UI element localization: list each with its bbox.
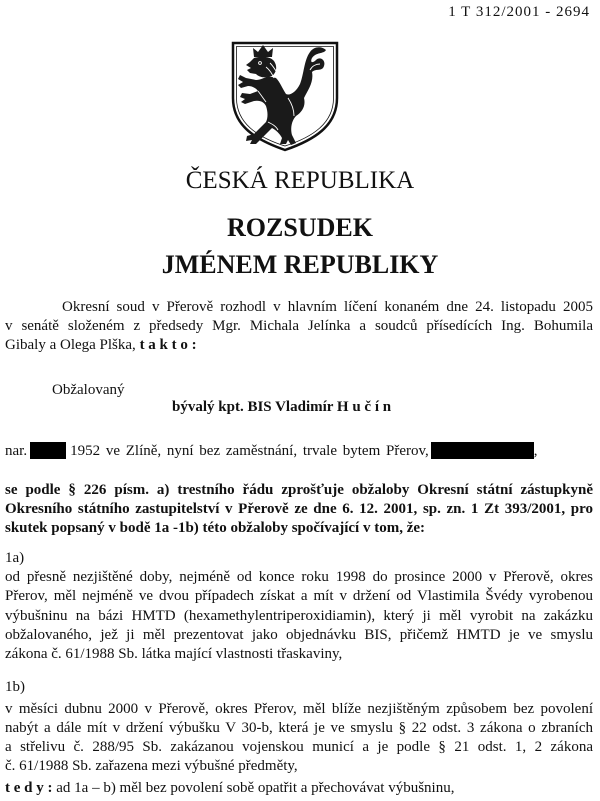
acquittal-line-1: se podle § 226 písm. a) trestního řádu zprošťuje obžaloby Okresní státní zástupkyně xyxy=(5,482,593,498)
charge-1b-line-3: a střelivu č. 288/95 Sb. zakázanou vojenskou municí a je podle § 21 odst. 1, 2 zákona xyxy=(5,739,593,755)
charge-label-1b: 1b) xyxy=(5,679,25,695)
charge-1a-line-5: zákona č. 61/1988 Sb. látka mající vlastnosti třaskaviny, xyxy=(5,646,343,662)
intro-line-2: v senátě složeném z předsedy Mgr. Michala Jelínka a soudců přísedících Ing. Bohumila xyxy=(5,318,593,334)
document-title: ROZSUDEK xyxy=(227,213,373,242)
intro-line-text: Gibaly a Olega Plška, xyxy=(5,337,136,353)
birth-details: 1952 ve Zlíně, nyní bez zaměstnání, trvale bytem Přerov, xyxy=(70,443,429,459)
acquittal-line-2: Okresního státního zastupitelství v Přerově ze dne 6. 12. 2001, sp. zn. 1 Zt 393/2001, pro xyxy=(5,501,593,517)
birth-suffix: , xyxy=(533,443,538,459)
charge-1b-line-1: v měsíci dubnu 2000 v Přerově, okres Přerov, měl blíže nezjištěným způsobem bez povolení xyxy=(5,701,593,717)
charge-1a-line-3: výbušninu na bázi HMTD (hexamethylentriperoxidiamin), který ji měl vyrobit na zakázku xyxy=(5,608,593,624)
conclusion-text: ad 1a – b) měl bez povolení sobě opatřit a přechovávat výbušninu, xyxy=(56,780,455,796)
charge-1a-line-4: obžalovaného, jež ji měl prezentovat jako objednávku BIS, přičemž HMTD je ve smyslu xyxy=(5,627,593,643)
charge-1b-line-2: nabýt a dále mít v držení výbušku V 30-b, která je ve smyslu § 22 odst. 3 zákona o zbraních xyxy=(5,720,593,736)
charge-1a-line-1: od přesně nezjištěné doby, nejméně od konce roku 1998 do prosince 2000 v Přerově, okres xyxy=(5,569,593,585)
defendant-label: Obžalovaný xyxy=(52,382,125,398)
country-heading: ČESKÁ REPUBLIKA xyxy=(185,167,415,194)
intro-line-1: Okresní soud v Přerově rozhodl v hlavním líčení konaném dne 24. listopadu 2005 xyxy=(62,299,593,315)
intro-line-3 xyxy=(5,336,593,355)
defendant-name: bývalý kpt. BIS Vladimír H u č í n xyxy=(172,399,392,415)
redaction-box xyxy=(431,442,534,459)
charge-1a-line-2: Přerov, měl nejméně ve dvou případech získat a mít v držení od Vlastimila Švédy vyrobenou xyxy=(5,588,593,604)
coat-of-arms-emblem xyxy=(230,40,340,152)
conclusion-keyword: t e d y : xyxy=(5,780,53,796)
case-reference: 1 T 312/2001 - 2694 xyxy=(448,4,590,20)
conclusion-line xyxy=(5,779,593,798)
decision-keyword: t a k t o : xyxy=(139,337,197,353)
birth-prefix: nar. xyxy=(5,443,28,459)
acquittal-line-3: skutek popsaný v bodě 1a -1b) této obžaloby spočívající v tom, že: xyxy=(5,520,426,536)
charge-label-1a: 1a) xyxy=(5,550,25,566)
redaction-box xyxy=(30,442,66,459)
document-subtitle: JMÉNEM REPUBLIKY xyxy=(161,250,439,279)
charge-1b-line-4: č. 61/1988 Sb. zařazena mezi výbušné předměty, xyxy=(5,758,298,774)
birth-line xyxy=(5,442,593,461)
